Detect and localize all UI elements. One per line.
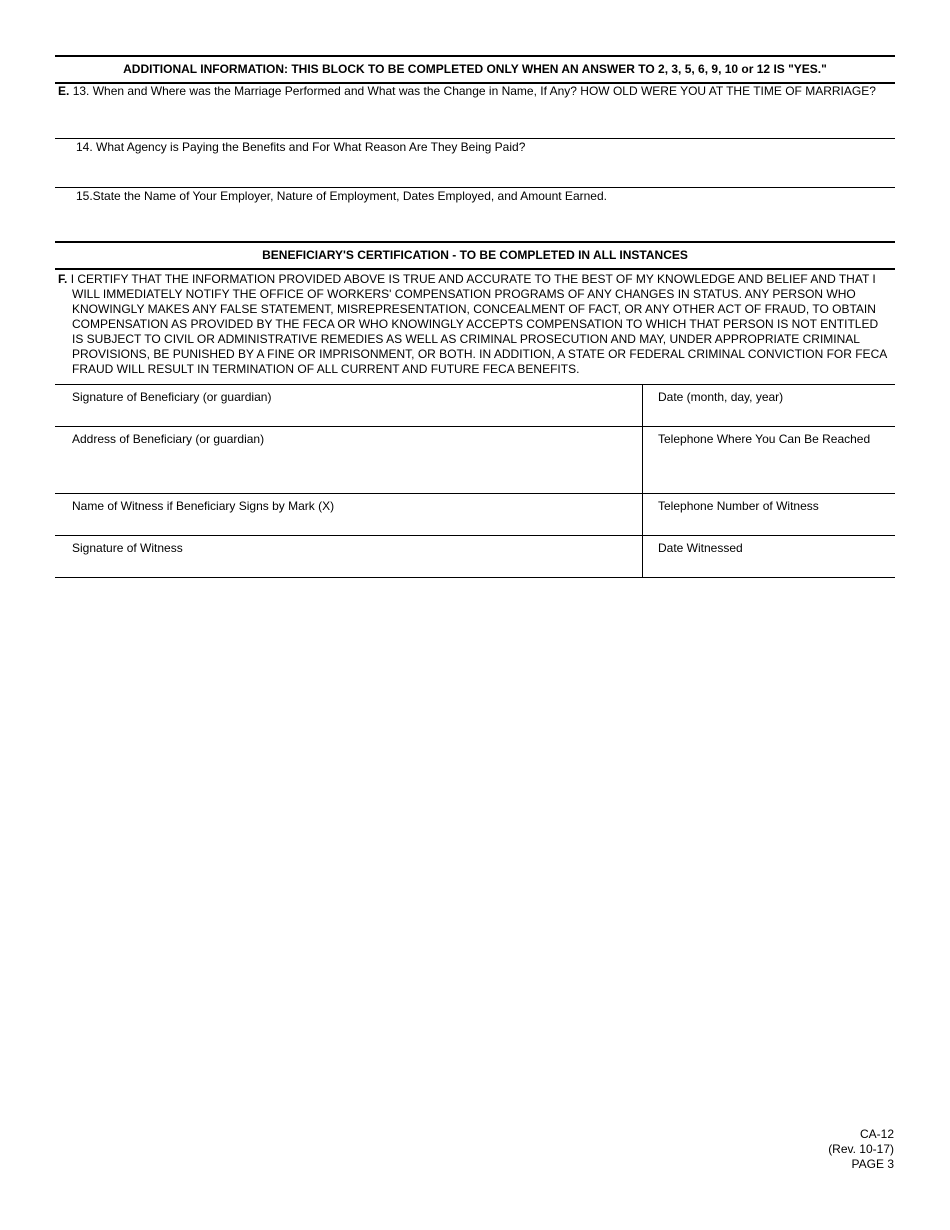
witness-signature-label: Signature of Witness — [72, 541, 183, 555]
form-revision: (Rev. 10-17) — [828, 1142, 894, 1156]
address-beneficiary-field[interactable] — [55, 427, 643, 493]
date-witnessed-field[interactable] — [643, 536, 895, 577]
section-f-label: F. — [58, 272, 68, 286]
question-14-block[interactable] — [55, 139, 895, 188]
date-witnessed-label: Date Witnessed — [658, 541, 743, 555]
date-field[interactable] — [643, 385, 895, 426]
telephone-field[interactable] — [643, 427, 895, 493]
address-row — [55, 427, 895, 494]
question-15: 15.State the Name of Your Employer, Nature of Employment, Dates Employed, and Amount Earned. — [76, 189, 607, 203]
form-footer — [828, 1127, 894, 1172]
witness-telephone-label: Telephone Number of Witness — [658, 499, 819, 513]
section-f-header: BENEFICIARY'S CERTIFICATION - TO BE COMPLETED IN ALL INSTANCES — [55, 241, 895, 270]
signature-beneficiary-label: Signature of Beneficiary (or guardian) — [72, 390, 272, 404]
question-13: 13. When and Where was the Marriage Performed and What was the Change in Name, If Any? HOW OLD WERE YOU AT THE TIME OF MARRIAGE? — [72, 84, 876, 98]
certification-text: I CERTIFY THAT THE INFORMATION PROVIDED ABOVE IS TRUE AND ACCURATE TO THE BEST OF MY KNOWLEDGE AND BELIEF AND THAT I WILL IMMEDIATELY NOTIFY THE OFFICE OF WORKERS' COMPENSATION PROGRAMS OF ANY CHANGES IN STATUS. ANY PERSON WHO KNOWINGLY MAKES ANY FALSE STATEMENT, MISREPRESENTATION, CONCEALMENT OF FACT, OR ANY OTHER ACT OF FRAUD, TO OBTAIN COMPENSATION AS PROVIDED BY THE FECA OR WHO KNOWINGLY ACCEPTS COMPENSATION TO WHICH THAT PERSON IS NOT ENTITLED IS SUBJECT TO CIVIL OR ADMINISTRATIVE REMEDIES AS WELL AS CRIMINAL PROSECUTION AND MAY, UNDER APPROPRIATE CRIMINAL PROVISIONS, BE PUNISHED BY A FINE OR IMPRISONMENT, OR BOTH. IN ADDITION, A STATE OR FEDERAL CRIMINAL CONVICTION FOR FECA FRAUD WILL RESULT IN TERMINATION OF ALL CURRENT AND FUTURE FECA BENEFITS. — [70, 272, 887, 376]
section-e-header: ADDITIONAL INFORMATION: THIS BLOCK TO BE COMPLETED ONLY WHEN AN ANSWER TO 2, 3, 5, 6, 9, 10 or 12 IS "YES." — [55, 55, 895, 84]
form-number: CA-12 — [859, 1127, 894, 1141]
form-page — [55, 55, 895, 578]
witness-signature-row — [55, 536, 895, 578]
telephone-label: Telephone Where You Can Be Reached — [658, 432, 871, 446]
certification-statement — [55, 270, 895, 385]
witness-name-field[interactable] — [55, 494, 643, 535]
question-13-block[interactable] — [55, 84, 895, 139]
signature-beneficiary-field[interactable] — [55, 385, 643, 426]
question-14: 14. What Agency is Paying the Benefits and For What Reason Are They Being Paid? — [76, 140, 526, 154]
witness-name-label: Name of Witness if Beneficiary Signs by Mark (X) — [72, 499, 335, 513]
address-beneficiary-label: Address of Beneficiary (or guardian) — [72, 432, 265, 446]
question-15-block[interactable] — [55, 188, 895, 241]
page-number: PAGE 3 — [851, 1157, 894, 1171]
signature-row — [55, 385, 895, 427]
witness-telephone-field[interactable] — [643, 494, 895, 535]
witness-name-row — [55, 494, 895, 536]
witness-signature-field[interactable] — [55, 536, 643, 577]
date-label: Date (month, day, year) — [658, 390, 784, 404]
section-e-label: E. — [58, 84, 70, 98]
